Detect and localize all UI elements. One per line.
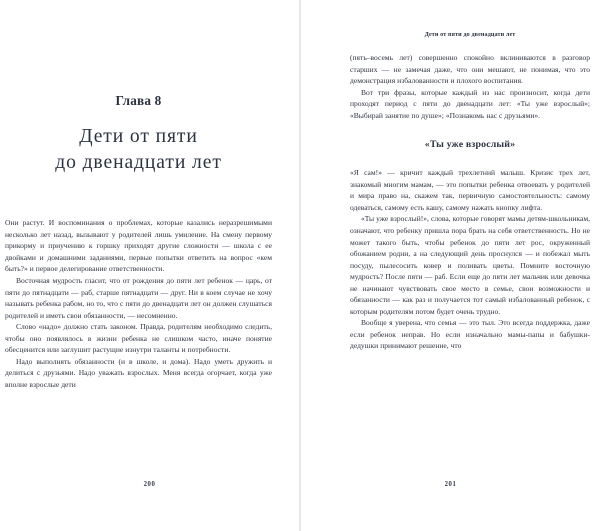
paragraph: «Я сам!» — кричит каждый трехлетний малыш. Кризис трех лет, знакомый многим мамам, — это попытки ребенка отвоевать у родителей и мира право на, скажем так, первичную самостоятельность: самому одеваться, самому есть кашу, самому нажать кнопку лифта. — [350, 168, 590, 212]
paragraph: Вот три фразы, которые каждый из нас произносит, когда дети проходят период с пяти до двенадцати лет: «Ты уже взрослый»; «Выбирай занятие по душе»; «Познакомь нас с друзьями». — [350, 87, 590, 120]
page-number-left: 200 — [143, 481, 156, 488]
paragraph: Восточная мудрость гласит, что от рождения до пяти лет ребенок — царь, от пяти до пятнадцати — раб, старше пятнадцати — друг. Ни в коем случае не хочу называть ребенка рабом, но то, что с пяти до двенадцати лет он должен слушаться родителей и иметь свои обязанности, — несомненно. — [5, 276, 272, 320]
chapter-title — [5, 124, 272, 176]
left-page-body — [5, 176, 272, 390]
paragraph: Вообще я уверена, что семья — это тыл. Это всегда поддержка, даже если ребенок неправ. Но если изначально мамы-папы и бабушки-дедушки принимают решение, что — [350, 318, 590, 351]
right-page — [301, 0, 600, 531]
chapter-opening — [5, 0, 272, 176]
paragraph: (пять–восемь лет) совершенно спокойно вклиниваются в разговор старших — не замечая даже, что они мешают, не понимая, что это демонстрация избалованности и плохого воспитания. — [350, 53, 590, 86]
chapter-title-line-1: Дети от пяти — [79, 126, 198, 148]
section-heading: «Ты уже взрослый» — [424, 139, 516, 151]
chapter-title-line-2: до двенадцати лет — [55, 152, 222, 174]
chapter-number: Глава 8 — [115, 93, 162, 108]
left-page — [0, 0, 299, 531]
right-page-body — [350, 38, 590, 352]
page-number-right: 201 — [444, 481, 457, 488]
paragraph: «Ты уже взрослый!», слова, которые говорят мамы детям-школьникам, означают, что ребенку пришла пора брать на себя ответственность. Но не может такого быть, чтобы ребенок до пяти лет рос, окруженный обожанием родни, а на следующий день проснулся — и побежал мыть посуду, пылесосить ковер и поливать цветы. Помните восточную мудрость? После пяти — раб. Если еще до пяти лет мальчик или девочка не начинают чувствовать свое место в семье, свои возможности и обязанности — как раз и получается тот самый избалованный ребенок, с которым родителям потом будет очень трудно. — [350, 214, 590, 316]
paragraph: Надо выполнять обязанности (и в школе, и дома). Надо уметь дружить и делиться с друзьями. Надо уважать взрослых. Меня всегда огорчает, когда уже вполне взрослые дети — [5, 356, 272, 389]
paragraph: Они растут. И воспоминания о проблемах, которые казались неразрешимыми несколько лет назад, вызывают у родителей лишь умиление. На смену первому прикорму и приучению к горшку приходят другие сложности — школа с ее двойками и домашними заданиями, первые попытки ответить на вопрос «кем быть?» и первое делегирование ответственности. — [5, 218, 272, 274]
running-header: Дети от пяти до двенадцати лет — [424, 32, 516, 38]
paragraph: Слово «надо» должно стать законом. Правда, родителям необходимо следить, чтобы оно появлялось в жизни ребенка не слишком часто, иначе понятие обесценится или заглушит растущие изнутри таланты и потребности. — [5, 322, 272, 355]
